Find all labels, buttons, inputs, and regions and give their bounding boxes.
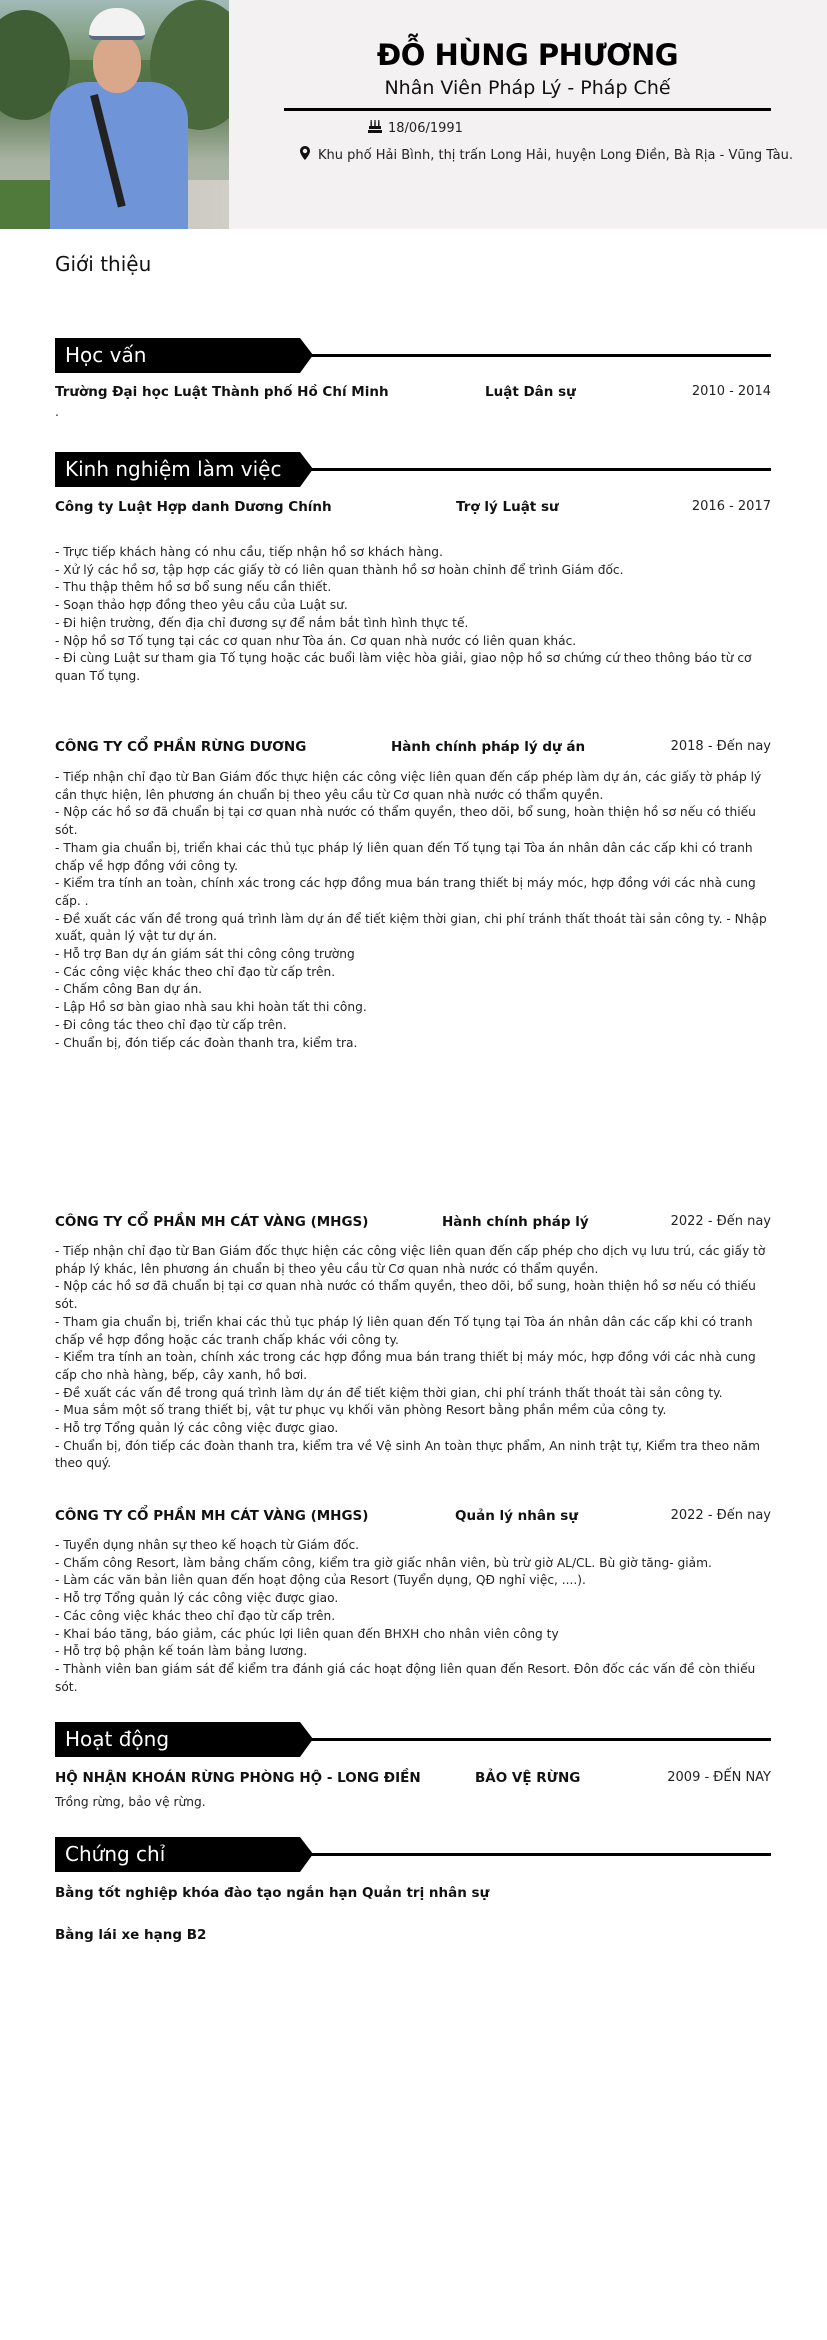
description-line: - Đề xuất các vấn đề trong quá trình làm dự án để tiết kiệm thời gian, chi phí tránh thất thoát tài sản công ty. xyxy=(55,1385,723,1400)
description-line: - Đi hiện trường, đến địa chỉ đương sự để nắm bắt tình hình thực tế. xyxy=(55,615,469,630)
description-line: - Đi cùng Luật sư tham gia Tố tụng hoặc các buổi làm việc hòa giải, giao nộp hồ sơ chứng cứ theo thông báo từ cơ quan Tố tụng. xyxy=(55,651,752,683)
experience-description xyxy=(55,1243,771,1473)
description-line: - Tham gia chuẩn bị, triển khai các thủ tục pháp lý liên quan đến Tố tụng tại Tòa án nhân dân các cấp khi có tranh chấp về hợp đồng với công ty. xyxy=(55,840,753,873)
activities-heading-label: Hoạt động xyxy=(65,1727,170,1751)
profile-photo xyxy=(0,0,229,229)
experience-period: 2022 - Đến nay xyxy=(670,1508,771,1523)
description-line: - Lập Hồ sơ bàn giao nhà sau khi hoàn tất thi công. xyxy=(55,1000,367,1015)
description-line: - Trực tiếp khách hàng có nhu cầu, tiếp nhận hồ sơ khách hàng. xyxy=(55,545,443,559)
position: Hành chính pháp lý xyxy=(442,1214,589,1230)
description-line: - Tiếp nhận chỉ đạo từ Ban Giám đốc thực hiện các công việc liên quan đến cấp phép làm dự án, các giấy tờ pháp lý cần thực hiện, lên phương án chuẩn bị theo yêu cầu từ Cơ quan nhà nước có thẩm quyền. xyxy=(55,770,762,802)
intro-title: Giới thiệu xyxy=(55,252,152,276)
address: Khu phố Hải Bình, thị trấn Long Hải, huyện Long Điền, Bà Rịa - Vũng Tàu. xyxy=(318,147,793,163)
experience-description xyxy=(55,769,771,1052)
birth-date: 18/06/1991 xyxy=(388,121,463,136)
description-line: - Khai báo tăng, báo giảm, các phúc lợi liên quan đến BHXH cho nhân viên công ty xyxy=(55,1626,559,1641)
education-heading-label: Học vấn xyxy=(65,343,147,367)
birth-date-row xyxy=(368,120,463,137)
position: Trợ lý Luật sư xyxy=(456,499,559,515)
description-line: - Kiểm tra tính an toàn, chính xác trong các hợp đồng mua bán trang thiết bị máy móc, hợp đồng với các nhà cung cấp. . xyxy=(55,876,756,908)
education-period: 2010 - 2014 xyxy=(691,384,771,399)
description-line: - Tiếp nhận chỉ đạo từ Ban Giám đốc thực hiện các công việc liên quan đến cấp phép cho dịch vụ lưu trú, các giấy tờ pháp lý khác, lên phương án chuẩn bị theo yêu cầu từ Cơ quan nhà nước có thẩm quyền. xyxy=(55,1244,766,1276)
description-line: - Nộp các hồ sơ đã chuẩn bị tại cơ quan nhà nước có thẩm quyền, theo dõi, bổ sung, hoàn thiện hồ sơ nếu có thiếu sót. xyxy=(55,805,756,838)
company-name: Công ty Luật Hợp danh Dương Chính xyxy=(55,499,332,515)
experience-entry xyxy=(55,499,771,519)
certificates-heading-label: Chứng chỉ xyxy=(65,1842,166,1866)
profile-header xyxy=(0,0,827,229)
experience-description xyxy=(55,1537,771,1696)
position: Hành chính pháp lý dự án xyxy=(391,739,586,755)
education-heading xyxy=(55,338,771,373)
description-line: - Làm các văn bản liên quan đến hoạt động của Resort (Tuyển dụng, QĐ nghỉ việc, ....). xyxy=(55,1573,586,1588)
description-line: - Thành viên ban giám sát để kiểm tra đánh giá các hoạt động liên quan đến Resort. Đôn đốc các vấn đề còn thiếu sót. xyxy=(55,1661,756,1694)
description-line: - Nộp hồ sơ Tố tụng tại các cơ quan như Tòa án. Cơ quan nhà nước có liên quan khác. xyxy=(55,633,577,648)
description-line: - Chuẩn bị, đón tiếp các đoàn thanh tra, kiểm tra. xyxy=(55,1035,358,1050)
activity-entry xyxy=(55,1770,771,1790)
birthday-cake-icon xyxy=(368,120,382,137)
address-row xyxy=(300,146,793,164)
company-name: CÔNG TY CỔ PHẦN MH CÁT VÀNG (MHGS) xyxy=(55,1214,369,1230)
description-line: - Các công việc khác theo chỉ đạo từ cấp trên. xyxy=(55,964,336,979)
map-marker-icon xyxy=(300,146,310,164)
position: Quản lý nhân sự xyxy=(455,1508,578,1524)
candidate-name: ĐỖ HÙNG PHƯƠNG xyxy=(376,38,679,72)
description-line: - Nộp các hồ sơ đã chuẩn bị tại cơ quan nhà nước có thẩm quyền, theo dõi, bổ sung, hoàn thiện hồ sơ nếu có thiếu sót. xyxy=(55,1279,756,1312)
certificate-item: Bằng tốt nghiệp khóa đào tạo ngắn hạn Quản trị nhân sự xyxy=(55,1885,490,1901)
experience-description xyxy=(55,544,771,686)
activity-period: 2009 - ĐẾN NAY xyxy=(667,1770,771,1785)
description-line: - Chuẩn bị, đón tiếp các đoàn thanh tra, kiểm tra về Vệ sinh An toàn thực phẩm, An ninh trật tự, Kiểm tra theo năm theo quý. xyxy=(55,1438,760,1471)
job-title: Nhân Viên Pháp Lý - Pháp Chế xyxy=(384,77,671,99)
experience-entry xyxy=(55,739,771,759)
certificates-heading xyxy=(55,1837,771,1872)
activity-organization: HỘ NHẬN KHOÁN RỪNG PHÒNG HỘ - LONG ĐIỀN xyxy=(55,1770,421,1786)
experience-heading xyxy=(55,452,771,487)
education-entry xyxy=(55,384,771,404)
activities-heading xyxy=(55,1722,771,1757)
experience-period: 2018 - Đến nay xyxy=(670,739,771,754)
major: Luật Dân sự xyxy=(485,384,576,400)
experience-period: 2022 - Đến nay xyxy=(670,1214,771,1229)
description-line: - Thu thập thêm hồ sơ bổ sung nếu cần thiết. xyxy=(55,580,332,595)
description-line: - Tham gia chuẩn bị, triển khai các thủ tục pháp lý liên quan đến Tố tụng tại Tòa án nhân dân các cấp khi có tranh chấp về hợp đồng hoặc các tranh chấp khác với công ty. xyxy=(55,1314,753,1347)
description-line: - Chấm công Resort, làm bảng chấm công, kiểm tra giờ giấc nhân viên, bù trừ giờ AL/CL. Bù giờ tăng- giảm. xyxy=(55,1555,712,1570)
activity-description: Trồng rừng, bảo vệ rừng. xyxy=(55,1795,206,1809)
experience-entry xyxy=(55,1214,771,1234)
activity-role: BẢO VỆ RỪNG xyxy=(475,1770,581,1786)
description-line: - Tuyển dụng nhân sự theo kế hoạch từ Giám đốc. xyxy=(55,1538,360,1552)
description-line: - Chấm công Ban dự án. xyxy=(55,982,203,997)
description-line: - Kiểm tra tính an toàn, chính xác trong các hợp đồng mua bán trang thiết bị máy móc, hợp đồng với các nhà cung cấp cho nhà hàng, bếp, cây xanh, hồ bơi. xyxy=(55,1350,756,1382)
description-line: - Hỗ trợ Tổng quản lý các công việc được giao. xyxy=(55,1421,339,1436)
description-line: - Đề xuất các vấn đề trong quá trình làm dự án để tiết kiệm thời gian, chi phí tránh thất thoát tài sản công ty. - Nhập xuất, quản lý vật tư dự án. xyxy=(55,911,767,944)
certificate-item: Bằng lái xe hạng B2 xyxy=(55,1927,207,1943)
description-line: - Soạn thảo hợp đồng theo yêu cầu của Luật sư. xyxy=(55,598,348,613)
experience-entry xyxy=(55,1508,771,1528)
education-note: . xyxy=(55,405,59,419)
experience-period: 2016 - 2017 xyxy=(691,499,771,514)
company-name: CÔNG TY CỔ PHẦN RỪNG DƯƠNG xyxy=(55,739,307,755)
description-line: - Hỗ trợ bộ phận kế toán làm bảng lương. xyxy=(55,1644,308,1659)
description-line: - Các công việc khác theo chỉ đạo từ cấp trên. xyxy=(55,1608,336,1623)
description-line: - Mua sắm một số trang thiết bị, vật tư phục vụ khối văn phòng Resort bằng phần mềm của công ty. xyxy=(55,1403,667,1418)
header-divider xyxy=(284,108,771,111)
company-name: CÔNG TY CỔ PHẦN MH CÁT VÀNG (MHGS) xyxy=(55,1508,369,1524)
description-line: - Hỗ trợ Ban dự án giám sát thi công công trường xyxy=(55,947,355,962)
description-line: - Đi công tác theo chỉ đạo từ cấp trên. xyxy=(55,1017,287,1032)
school-name: Trường Đại học Luật Thành phố Hồ Chí Minh xyxy=(55,384,389,400)
experience-heading-label: Kinh nghiệm làm việc xyxy=(65,457,282,481)
description-line: - Xử lý các hồ sơ, tập hợp các giấy tờ có liên quan thành hồ sơ hoàn chỉnh để trình Giám đốc. xyxy=(55,562,624,577)
description-line: - Hỗ trợ Tổng quản lý các công việc được giao. xyxy=(55,1591,339,1606)
